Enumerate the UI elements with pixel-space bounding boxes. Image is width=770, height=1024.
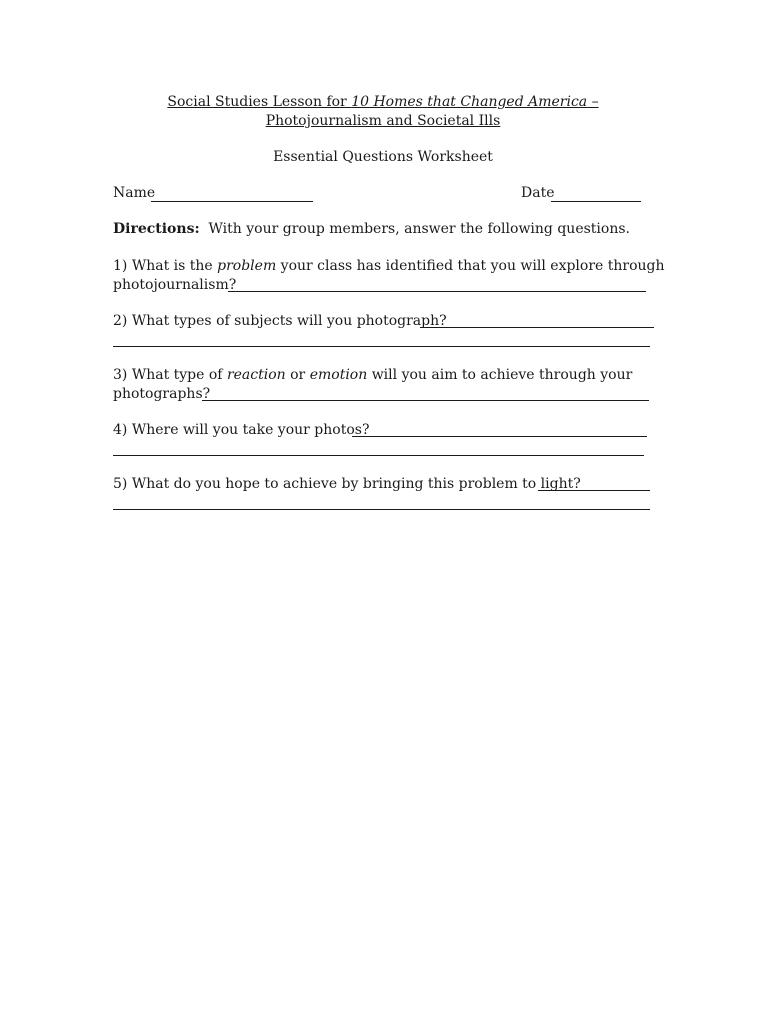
answer-5-blank-2[interactable] bbox=[113, 509, 650, 510]
question-1-text-b: your class has identified that you will explore through bbox=[276, 258, 665, 274]
question-3-text-b: or bbox=[285, 367, 310, 383]
question-1-text-a: 1) What is the bbox=[113, 258, 218, 274]
date-label: Date bbox=[521, 185, 555, 201]
answer-4-blank-1[interactable] bbox=[352, 436, 647, 437]
name-label: Name bbox=[113, 185, 156, 201]
answer-2-blank-2[interactable] bbox=[113, 346, 650, 347]
answer-4-blank-2[interactable] bbox=[113, 455, 644, 456]
directions-label: Directions: bbox=[113, 221, 200, 237]
answer-3-blank[interactable] bbox=[202, 400, 649, 401]
question-3-text-a: 3) What type of bbox=[113, 367, 227, 383]
question-2: 2) What types of subjects will you photograph? bbox=[113, 313, 447, 329]
question-5: 5) What do you hope to achieve by bringing this problem to light? bbox=[113, 476, 581, 492]
question-3-text-c: will you aim to achieve through your bbox=[367, 367, 633, 383]
question-3-emphasis-emotion: emotion bbox=[309, 367, 368, 383]
worksheet-subtitle: Essential Questions Worksheet bbox=[273, 149, 493, 165]
question-3-emphasis-reaction: reaction bbox=[226, 367, 286, 383]
question-3-line-2: photographs? bbox=[113, 386, 211, 402]
answer-1-blank[interactable] bbox=[228, 291, 646, 292]
question-1-emphasis: problem bbox=[217, 258, 277, 274]
directions bbox=[113, 220, 630, 239]
date-blank[interactable] bbox=[551, 201, 641, 202]
answer-2-blank-1[interactable] bbox=[420, 327, 654, 328]
title-suffix: – Photojournalism and Societal Ills bbox=[265, 94, 599, 129]
question-1-line-2: photojournalism? bbox=[113, 277, 237, 293]
title-book: 10 Homes that Changed America bbox=[351, 94, 588, 110]
name-blank[interactable] bbox=[151, 201, 313, 202]
answer-5-blank-1[interactable] bbox=[538, 490, 650, 491]
worksheet-title bbox=[113, 93, 653, 131]
question-3-line-1 bbox=[113, 366, 632, 385]
title-prefix: Social Studies Lesson for bbox=[167, 94, 352, 110]
directions-text: With your group members, answer the following questions. bbox=[208, 221, 630, 237]
question-4: 4) Where will you take your photos? bbox=[113, 422, 370, 438]
question-1-line-1 bbox=[113, 257, 665, 276]
